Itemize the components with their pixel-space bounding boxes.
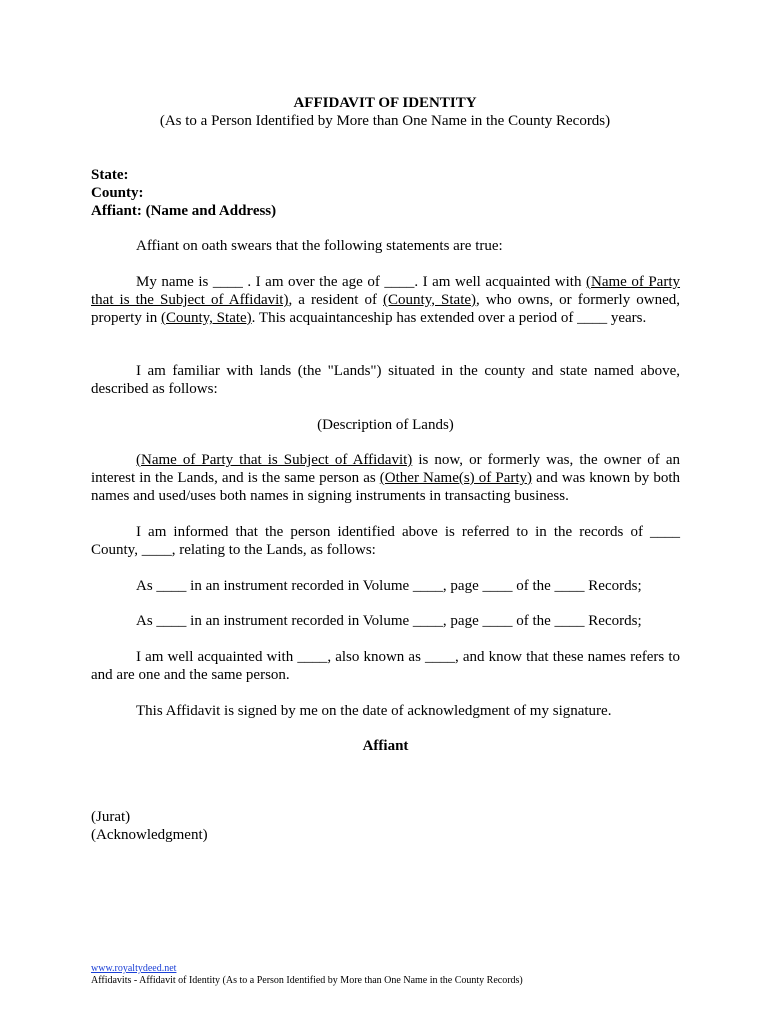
footer-url-link[interactable]: www.royaltydeed.net	[91, 963, 177, 974]
paragraph-records: I am informed that the person identified above is referred to in the records of ____ County, ____, relating to the Lands, as follows:	[91, 524, 680, 558]
p1-text-b: , a resident of	[288, 292, 384, 308]
county-label: County:	[91, 185, 144, 201]
resident-county-state-blank: (County, State)	[383, 292, 477, 308]
affiant-signature-label: Affiant	[362, 738, 409, 754]
p1-text-a: My name is ____ . I am over the age of ____. I am well acquainted with	[136, 274, 586, 290]
affiant-label: Affiant: (Name and Address)	[91, 203, 277, 219]
subject-party-blank: (Name of Party that is the Subject of Affidavit)	[91, 274, 681, 308]
footer	[91, 963, 691, 987]
state-label: State:	[91, 167, 129, 183]
acknowledgment-label: (Acknowledgment)	[91, 827, 208, 843]
p1-text-d: . This acquaintanceship has extended over a period of ____ years.	[251, 310, 647, 326]
p3-text-b: and was known by both names and used/uses both names in signing instruments in transacting business.	[91, 470, 680, 504]
document-subtitle: (As to a Person Identified by More than One Name in the County Records)	[159, 113, 611, 129]
footer-caption: Affidavits - Affidavit of Identity (As to a Person Identified by More than One Name in the County Records)	[91, 975, 523, 986]
paragraph-signed: This Affidavit is signed by me on the date of acknowledgment of my signature.	[136, 703, 612, 719]
paragraph-acquaintance	[91, 273, 680, 327]
record-entry-2: As ____ in an instrument recorded in Volume ____, page ____ of the ____ Records;	[136, 613, 642, 629]
paragraph-ownership	[91, 451, 680, 505]
subject-party-name-blank: (Name of Party that is Subject of Affidavit)	[136, 452, 413, 468]
property-county-state-blank: (County, State)	[160, 310, 252, 326]
description-of-lands: (Description of Lands)	[317, 417, 454, 433]
p3-text-a: is now, or formerly was, the owner of an interest in the Lands, and is the same person as	[91, 452, 680, 486]
oath-paragraph: Affiant on oath swears that the following statements are true:	[136, 238, 503, 254]
paragraph-also-known-as: I am well acquainted with ____, also known as ____, and know that these names refers to and are one and the same person.	[91, 649, 680, 683]
record-entry-1: As ____ in an instrument recorded in Volume ____, page ____ of the ____ Records;	[136, 578, 642, 594]
other-names-blank: (Other Name(s) of Party)	[379, 470, 533, 486]
document-title: AFFIDAVIT OF IDENTITY	[293, 95, 477, 111]
jurat-label: (Jurat)	[91, 809, 131, 825]
paragraph-lands: I am familiar with lands (the "Lands") situated in the county and state named above, described as follows:	[91, 363, 680, 397]
p1-text-c: , who owns, or formerly owned, property in	[91, 292, 680, 326]
